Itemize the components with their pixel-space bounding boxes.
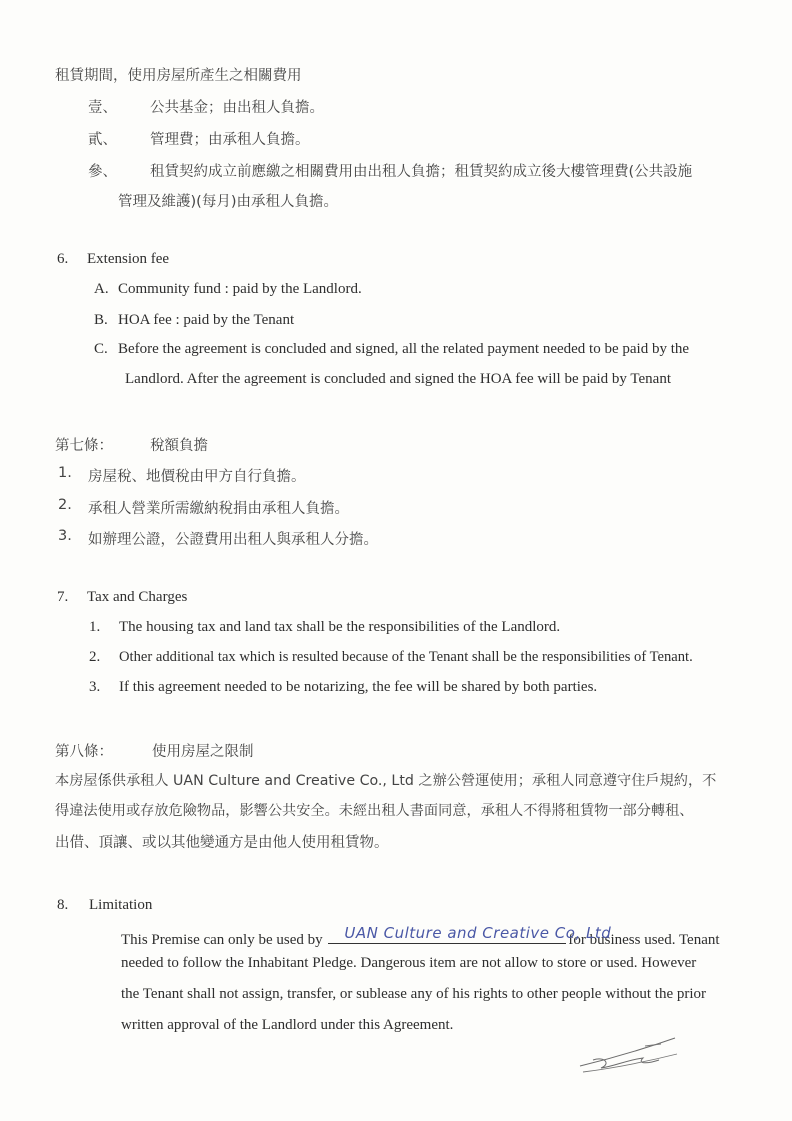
fees-zh-intro: 租賃期間，使用房屋所產生之相關費用 [55, 68, 302, 84]
section-6-number: 6. [57, 251, 69, 267]
section-7-item-2: Other additional tax which is resulted because of the Tenant shall be the responsibilities of Tenant. [119, 649, 693, 665]
fees-zh-item-1: 公共基金；由出租人負擔。 [150, 100, 324, 116]
section-7-marker-3: 3. [89, 679, 101, 695]
fees-zh-item-3-cont: 管理及維護)(每月)由承租人負擔。 [118, 194, 338, 210]
section-7-item-1: The housing tax and land tax shall be the responsibilities of the Landlord. [119, 619, 561, 635]
section-8-line-3: the Tenant shall not assign, transfer, or sublease any of his rights to other people without the prior [121, 986, 707, 1002]
article-7-marker-3: 3. [58, 528, 72, 544]
article-7-item-3: 如辦理公證，公證費用出租人與承租人分擔。 [88, 532, 378, 548]
handwritten-tenant-name: UAN Culture and Creative Co, Ltd [344, 924, 612, 942]
section-8-number: 8. [57, 897, 69, 913]
article-8-label: 第八條： [55, 744, 113, 760]
fees-zh-item-2: 管理費；由承租人負擔。 [150, 132, 310, 148]
fees-zh-marker-1: 壹、 [88, 100, 117, 116]
section-8-heading: Limitation [89, 897, 153, 913]
section-6-item-b: HOA fee : paid by the Tenant [118, 312, 295, 328]
section-7-marker-2: 2. [89, 649, 101, 665]
article-7-item-2: 承租人營業所需繳納稅捐由承租人負擔。 [88, 501, 349, 517]
fees-zh-marker-2: 貳、 [88, 132, 117, 148]
article-7-item-1: 房屋稅、地價稅由甲方自行負擔。 [88, 469, 306, 485]
section-8-line-2: needed to follow the Inhabitant Pledge. Dangerous item are not allow to store or used. However [121, 955, 697, 971]
article-8-title: 使用房屋之限制 [152, 744, 254, 760]
section-6-marker-b: B. [94, 312, 108, 328]
section-8-line-4: written approval of the Landlord under this Agreement. [121, 1017, 454, 1033]
section-7-heading: Tax and Charges [87, 589, 188, 605]
article-8-line-2: 得違法使用或存放危險物品，影響公共安全。未經出租人書面同意，承租人不得將租賃物一部分轉租、 [55, 803, 694, 819]
section-6-item-c-cont: Landlord. After the agreement is concluded and signed the HOA fee will be paid by Tenant [125, 371, 672, 387]
section-6-item-c: Before the agreement is concluded and signed, all the related payment needed to be paid by the [118, 341, 690, 357]
section-6-item-a: Community fund : paid by the Landlord. [118, 281, 362, 297]
article-8-line-1: 本房屋係供承租人 UAN Culture and Creative Co., Ltd 之辦公營運使用；承租人同意遵守住戶規約，不 [55, 773, 717, 789]
section-7-item-3: If this agreement needed to be notarizing, the fee will be shared by both parties. [119, 679, 598, 695]
fees-zh-item-3: 租賃契約成立前應繳之相關費用由出租人負擔；租賃契約成立後大樓管理費(公共設施 [150, 164, 693, 180]
article-7-marker-1: 1. [58, 465, 72, 481]
article-7-label: 第七條： [55, 438, 113, 454]
section-6-marker-c: C. [94, 341, 108, 357]
article-8-line-3: 出借、頂讓、或以其他變通方是由他人使用租賃物。 [55, 835, 389, 851]
signature-scribble [575, 1030, 685, 1080]
article-7-title: 稅額負擔 [150, 438, 208, 454]
article-7-marker-2: 2. [58, 497, 72, 513]
tenant-name-blank [328, 924, 612, 944]
section-8-line-1 [121, 925, 720, 949]
section-7-marker-1: 1. [89, 619, 101, 635]
fees-zh-marker-3: 參、 [88, 164, 117, 180]
section-7-number: 7. [57, 589, 69, 605]
section-8-line-1-after: for business used. Tenant [568, 932, 720, 948]
section-8-line-1-before: This Premise can only be used by [121, 932, 323, 948]
section-6-marker-a: A. [94, 281, 109, 297]
section-6-heading: Extension fee [87, 251, 170, 267]
